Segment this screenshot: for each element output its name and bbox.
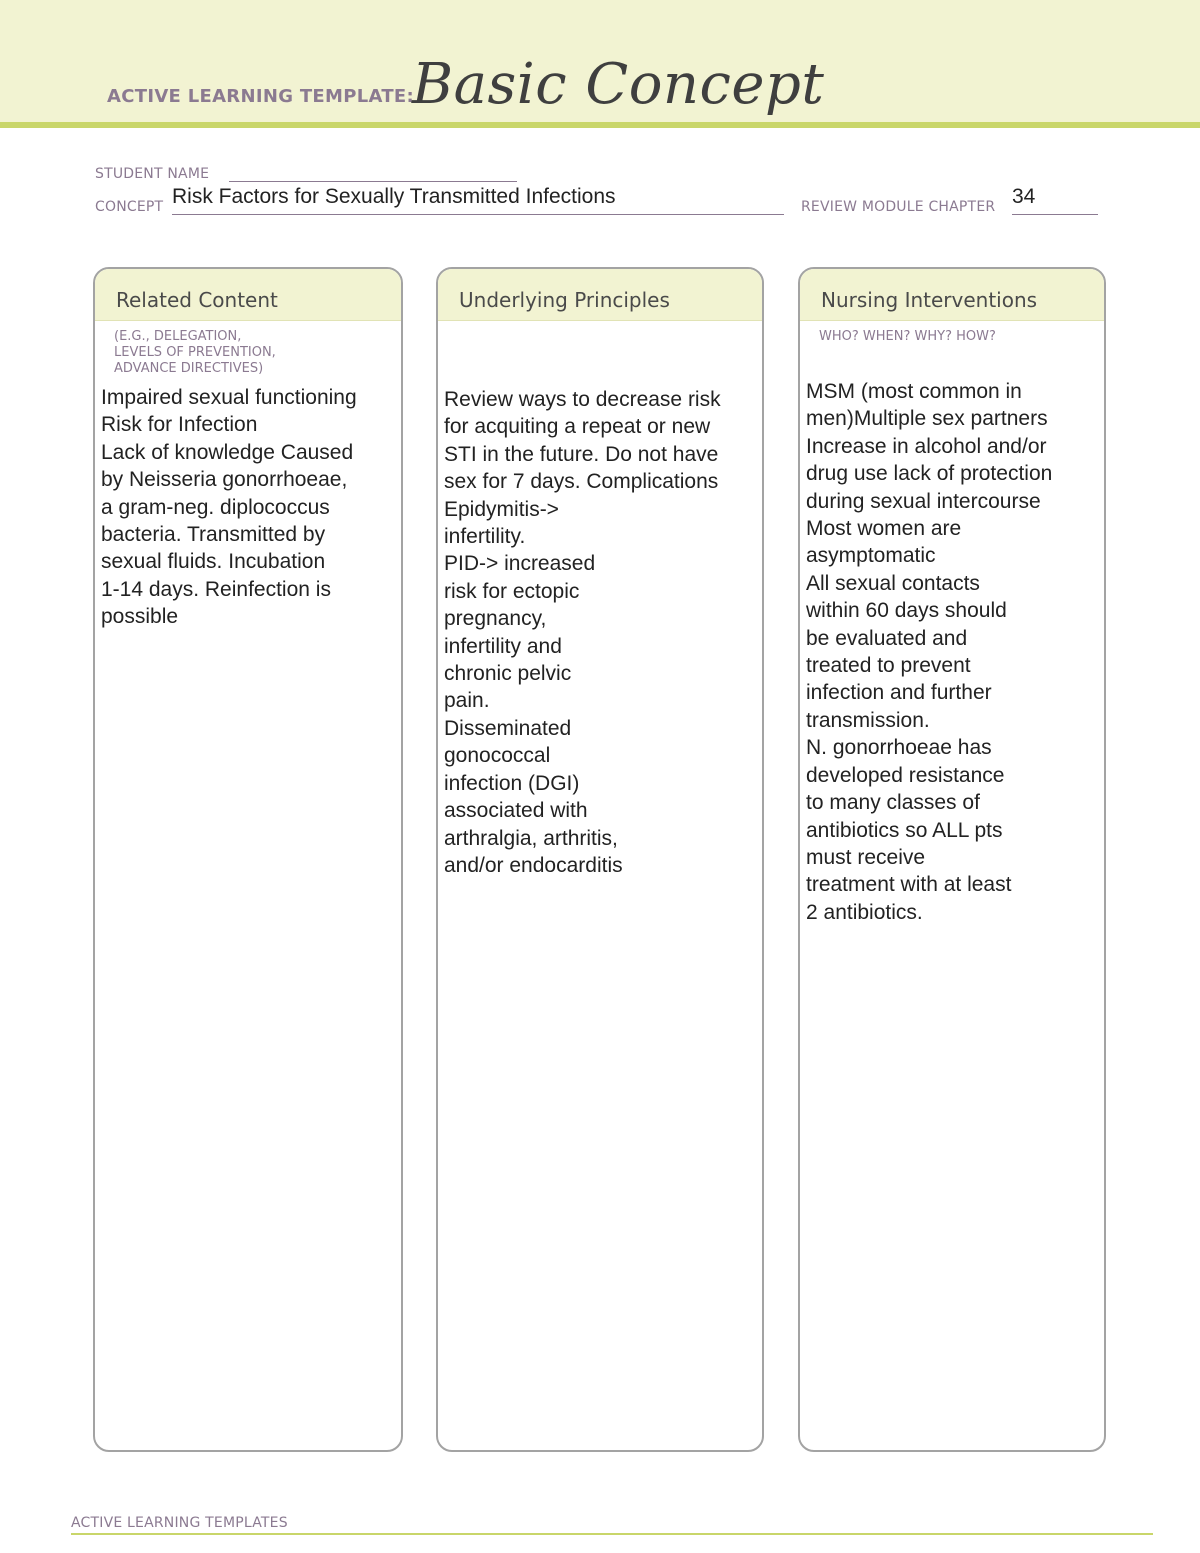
text-line: transmission. (806, 708, 930, 732)
text-line: asymptomatic (806, 544, 936, 568)
text-line: arthralgia, arthritis, (444, 826, 618, 850)
footer-label: ACTIVE LEARNING TEMPLATES (71, 1515, 288, 1531)
underlying-principles-title: Underlying Principles (438, 269, 762, 321)
text-line: for acquiting a repeat or new (444, 415, 711, 439)
text-line: within 60 days should (806, 599, 1007, 623)
text-line: gonococcal (444, 744, 551, 768)
student-name-label: STUDENT NAME (95, 166, 210, 182)
template-label: ACTIVE LEARNING TEMPLATE: (107, 86, 414, 107)
text-line: to many classes of (806, 791, 980, 815)
subtitle-line: (E.G., DELEGATION, (114, 329, 242, 344)
text-line: Risk for Infection (101, 413, 258, 437)
text-line: Lack of knowledge Caused (101, 440, 354, 464)
text-line: PID-> increased (444, 552, 596, 576)
text-line: associated with (444, 799, 588, 823)
subtitle-line: WHO? WHEN? WHY? HOW? (819, 329, 996, 344)
text-line: Review ways to decrease risk (444, 388, 721, 411)
subtitle-line: ADVANCE DIRECTIVES) (114, 361, 264, 376)
text-line: infertility. (444, 525, 526, 549)
nursing-interventions-subtitle (800, 329, 1104, 345)
text-line: risk for ectopic (444, 579, 580, 603)
nursing-interventions-title: Nursing Interventions (800, 269, 1104, 321)
related-content-title: Related Content (95, 269, 401, 321)
text-line: MSM (most common in (806, 380, 1022, 403)
text-line: possible (101, 605, 179, 629)
text-line: and/or endocarditis (444, 853, 623, 877)
text-line: Impaired sexual functioning (101, 386, 357, 409)
text-line: treatment with at least (806, 873, 1012, 897)
text-line: pain. (444, 689, 490, 713)
page-title: Basic Concept (412, 52, 825, 117)
text-line: must receive (806, 845, 926, 869)
header-rule (0, 122, 1200, 128)
text-line: sexual fluids. Incubation (101, 550, 326, 574)
text-line: infertility and (444, 634, 562, 658)
concept-field[interactable]: Risk Factors for Sexually Transmitted Infections (172, 185, 616, 208)
text-line: All sexual contacts (806, 571, 980, 595)
footer-rule (71, 1533, 1153, 1535)
related-content-subtitle (95, 329, 401, 377)
text-line: a gram-neg. diplococcus (101, 495, 330, 519)
underlying-principles-text[interactable] (438, 386, 762, 879)
text-line: Most women are (806, 517, 962, 541)
nursing-interventions-text[interactable] (800, 378, 1104, 926)
text-line: pregnancy, (444, 607, 547, 631)
text-line: be evaluated and (806, 626, 968, 650)
nursing-interventions-box (798, 267, 1106, 1452)
text-line: Increase in alcohol and/or (806, 434, 1047, 458)
subtitle-line: LEVELS OF PREVENTION, (114, 345, 276, 360)
text-line: infection and further (806, 681, 992, 705)
underlying-principles-box (436, 267, 764, 1452)
text-line: men)Multiple sex partners (806, 407, 1048, 431)
review-module-label: REVIEW MODULE CHAPTER (801, 199, 996, 215)
text-line: during sexual intercourse (806, 489, 1041, 513)
related-content-text[interactable] (95, 384, 401, 631)
text-line: 2 antibiotics. (806, 900, 923, 924)
concept-label: CONCEPT (95, 199, 164, 215)
text-line: chronic pelvic (444, 662, 572, 686)
text-line: developed resistance (806, 763, 1005, 787)
text-line: infection (DGI) (444, 771, 580, 795)
text-line: N. gonorrhoeae has (806, 736, 992, 760)
text-line: Disseminated (444, 716, 572, 740)
text-line: sex for 7 days. Complications (444, 470, 719, 494)
student-name-line (229, 181, 517, 182)
review-module-line (1012, 214, 1098, 215)
text-line: 1-14 days. Reinfection is (101, 577, 331, 601)
text-line: antibiotics so ALL pts (806, 818, 1003, 842)
text-line: drug use lack of protection (806, 462, 1053, 486)
related-content-box (93, 267, 403, 1452)
text-line: bacteria. Transmitted by (101, 523, 326, 547)
text-line: treated to prevent (806, 654, 971, 678)
text-line: by Neisseria gonorrhoeae, (101, 468, 348, 492)
concept-line (172, 214, 784, 215)
text-line: STI in the future. Do not have (444, 442, 719, 466)
text-line: Epidymitis-> (444, 497, 559, 521)
review-module-field[interactable]: 34 (1012, 185, 1036, 208)
